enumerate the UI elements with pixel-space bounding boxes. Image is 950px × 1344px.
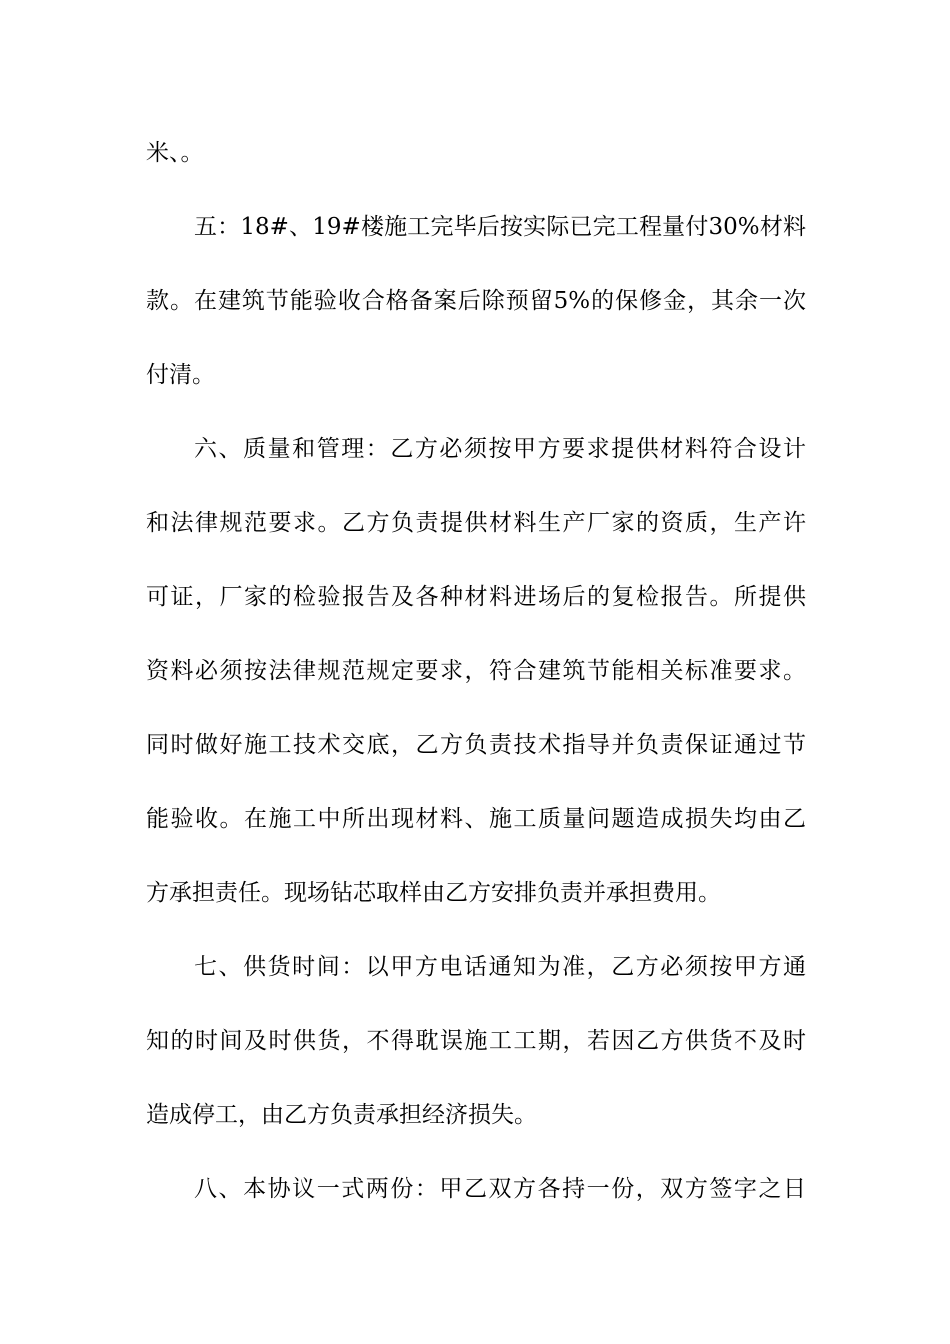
paragraph-6-line-1: 六、质量和管理：乙方必须按甲方要求提供材料符合设计 [194, 436, 806, 462]
paragraph-6-line-5: 同时做好施工技术交底，乙方负责技术指导并负责保证通过节 [146, 732, 806, 758]
paragraph-7-line-3: 造成停工，由乙方负责承担经济损失。 [146, 1102, 537, 1128]
paragraph-6-line-6: 能验收。在施工中所出现材料、施工质量问题造成损失均由乙 [146, 806, 806, 832]
paragraph-5-line-2: 款。在建筑节能验收合格备案后除预留5%的保修金，其余一次 [146, 288, 806, 314]
paragraph-5-line-3: 付清。 [146, 362, 215, 388]
paragraph-6-line-4: 资料必须按法律规范规定要求，符合建筑节能相关标准要求。 [146, 658, 806, 684]
paragraph-7-line-2: 知的时间及时供货，不得耽误施工工期，若因乙方供货不及时 [146, 1028, 806, 1054]
paragraph-6-line-3: 可证，厂家的检验报告及各种材料进场后的复检报告。所提供 [146, 584, 806, 610]
paragraph-6-line-2: 和法律规范要求。乙方负责提供材料生产厂家的资质，生产许 [146, 510, 806, 536]
text-line: 米、。 [146, 140, 204, 166]
paragraph-7-line-1: 七、供货时间：以甲方电话通知为准，乙方必须按甲方通 [194, 954, 806, 980]
paragraph-6-line-7: 方承担责任。现场钻芯取样由乙方安排负责并承担费用。 [146, 880, 721, 906]
paragraph-8-line-1: 八、本协议一式两份：甲乙双方各持一份，双方签字之日 [194, 1176, 806, 1202]
paragraph-5-line-1: 五：18#、19#楼施工完毕后按实际已完工程量付30%材料 [194, 214, 806, 240]
